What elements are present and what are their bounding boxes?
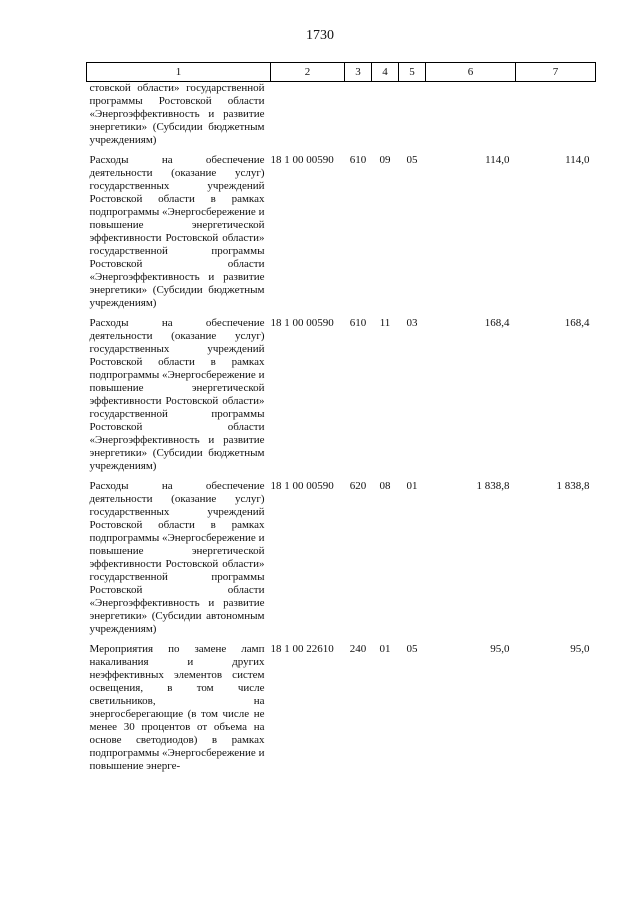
table-body <box>87 82 596 777</box>
table-row <box>87 82 596 151</box>
table-row <box>87 313 596 476</box>
row-amount-1: 114,0 <box>485 154 510 166</box>
table-header <box>87 63 596 82</box>
row-amount-2: 95,0 <box>570 643 590 655</box>
row-target-code: 18 1 00 00590 <box>270 154 334 166</box>
row-subsection: 05 <box>406 643 418 655</box>
table-row <box>87 476 596 639</box>
row-subsection: 05 <box>406 154 418 166</box>
row-expense-type: 610 <box>349 317 367 329</box>
header-col-6: 6 <box>426 63 516 82</box>
row-expense-type: 620 <box>349 480 367 492</box>
header-col-4: 4 <box>372 63 399 82</box>
row-description: Расходы на обеспечение деятельности (оказание услуг) государственных учреждений Ростовской области в рамках подпрограммы «Энергосбережение и повышение энергетической эффективности Ростовской области» государственной программы Ростовской области «Энергоэффективность и развитие энергетики» (Субсидии бюджетным учреждениям) <box>89 154 265 309</box>
table-row <box>87 150 596 313</box>
row-amount-1: 1 838,8 <box>476 480 510 492</box>
header-col-2: 2 <box>271 63 345 82</box>
row-description: Расходы на обеспечение деятельности (оказание услуг) государственных учреждений Ростовской области в рамках подпрограммы «Энергосбережение и повышение энергетической эффективности Ростовской области» государственной программы Ростовской области «Энергоэффективность и развитие энергетики» (Субсидии автономным учреждениям) <box>89 480 265 635</box>
row-amount-1 <box>426 82 516 151</box>
header-col-1: 1 <box>87 63 271 82</box>
row-description: Расходы на обеспечение деятельности (оказание услуг) государственных учреждений Ростовской области в рамках подпрограммы «Энергосбережение и повышение энергетической эффективности Ростовской области» государственной программы Ростовской области «Энергоэффективность и развитие энергетики» (Субсидии бюджетным учреждениям) <box>89 317 265 472</box>
header-row <box>87 63 596 82</box>
header-col-7: 7 <box>516 63 596 82</box>
row-expense-type: 240 <box>349 643 367 655</box>
row-description: Мероприятия по замене ламп накаливания и других неэффективных элементов систем освещения, в том числе светильников, на энергосберегающие (в том числе не менее 30 процентов от объема на основе светодиодов) в рамках подпрограммы «Энергосбережение и повышение энерге- <box>89 643 265 772</box>
header-col-5: 5 <box>399 63 426 82</box>
row-target-code <box>271 82 345 151</box>
row-amount-2: 1 838,8 <box>556 480 590 492</box>
row-section: 09 <box>379 154 391 166</box>
row-amount-2: 114,0 <box>565 154 590 166</box>
row-amount-1: 95,0 <box>490 643 510 655</box>
row-section: 08 <box>379 480 391 492</box>
row-section: 11 <box>379 317 391 329</box>
row-expense-type <box>345 82 372 151</box>
row-target-code: 18 1 00 22610 <box>270 643 334 655</box>
row-subsection: 03 <box>406 317 418 329</box>
table-row <box>87 639 596 776</box>
row-amount-1: 168,4 <box>484 317 510 329</box>
row-section: 01 <box>379 643 391 655</box>
row-amount-2 <box>516 82 596 151</box>
row-description: стовской области» государственной программы Ростовской области «Энергоэффективность и развитие энергетики» (Субсидии бюджетным учреждениям) <box>89 82 265 146</box>
row-amount-2: 168,4 <box>564 317 590 329</box>
row-expense-type: 610 <box>349 154 367 166</box>
row-target-code: 18 1 00 00590 <box>270 480 334 492</box>
page-number: 1730 <box>306 28 334 43</box>
row-subsection: 01 <box>406 480 418 492</box>
row-section <box>372 82 399 151</box>
row-target-code: 18 1 00 00590 <box>270 317 334 329</box>
budget-table <box>86 62 596 776</box>
row-subsection <box>399 82 426 151</box>
header-col-3: 3 <box>345 63 372 82</box>
